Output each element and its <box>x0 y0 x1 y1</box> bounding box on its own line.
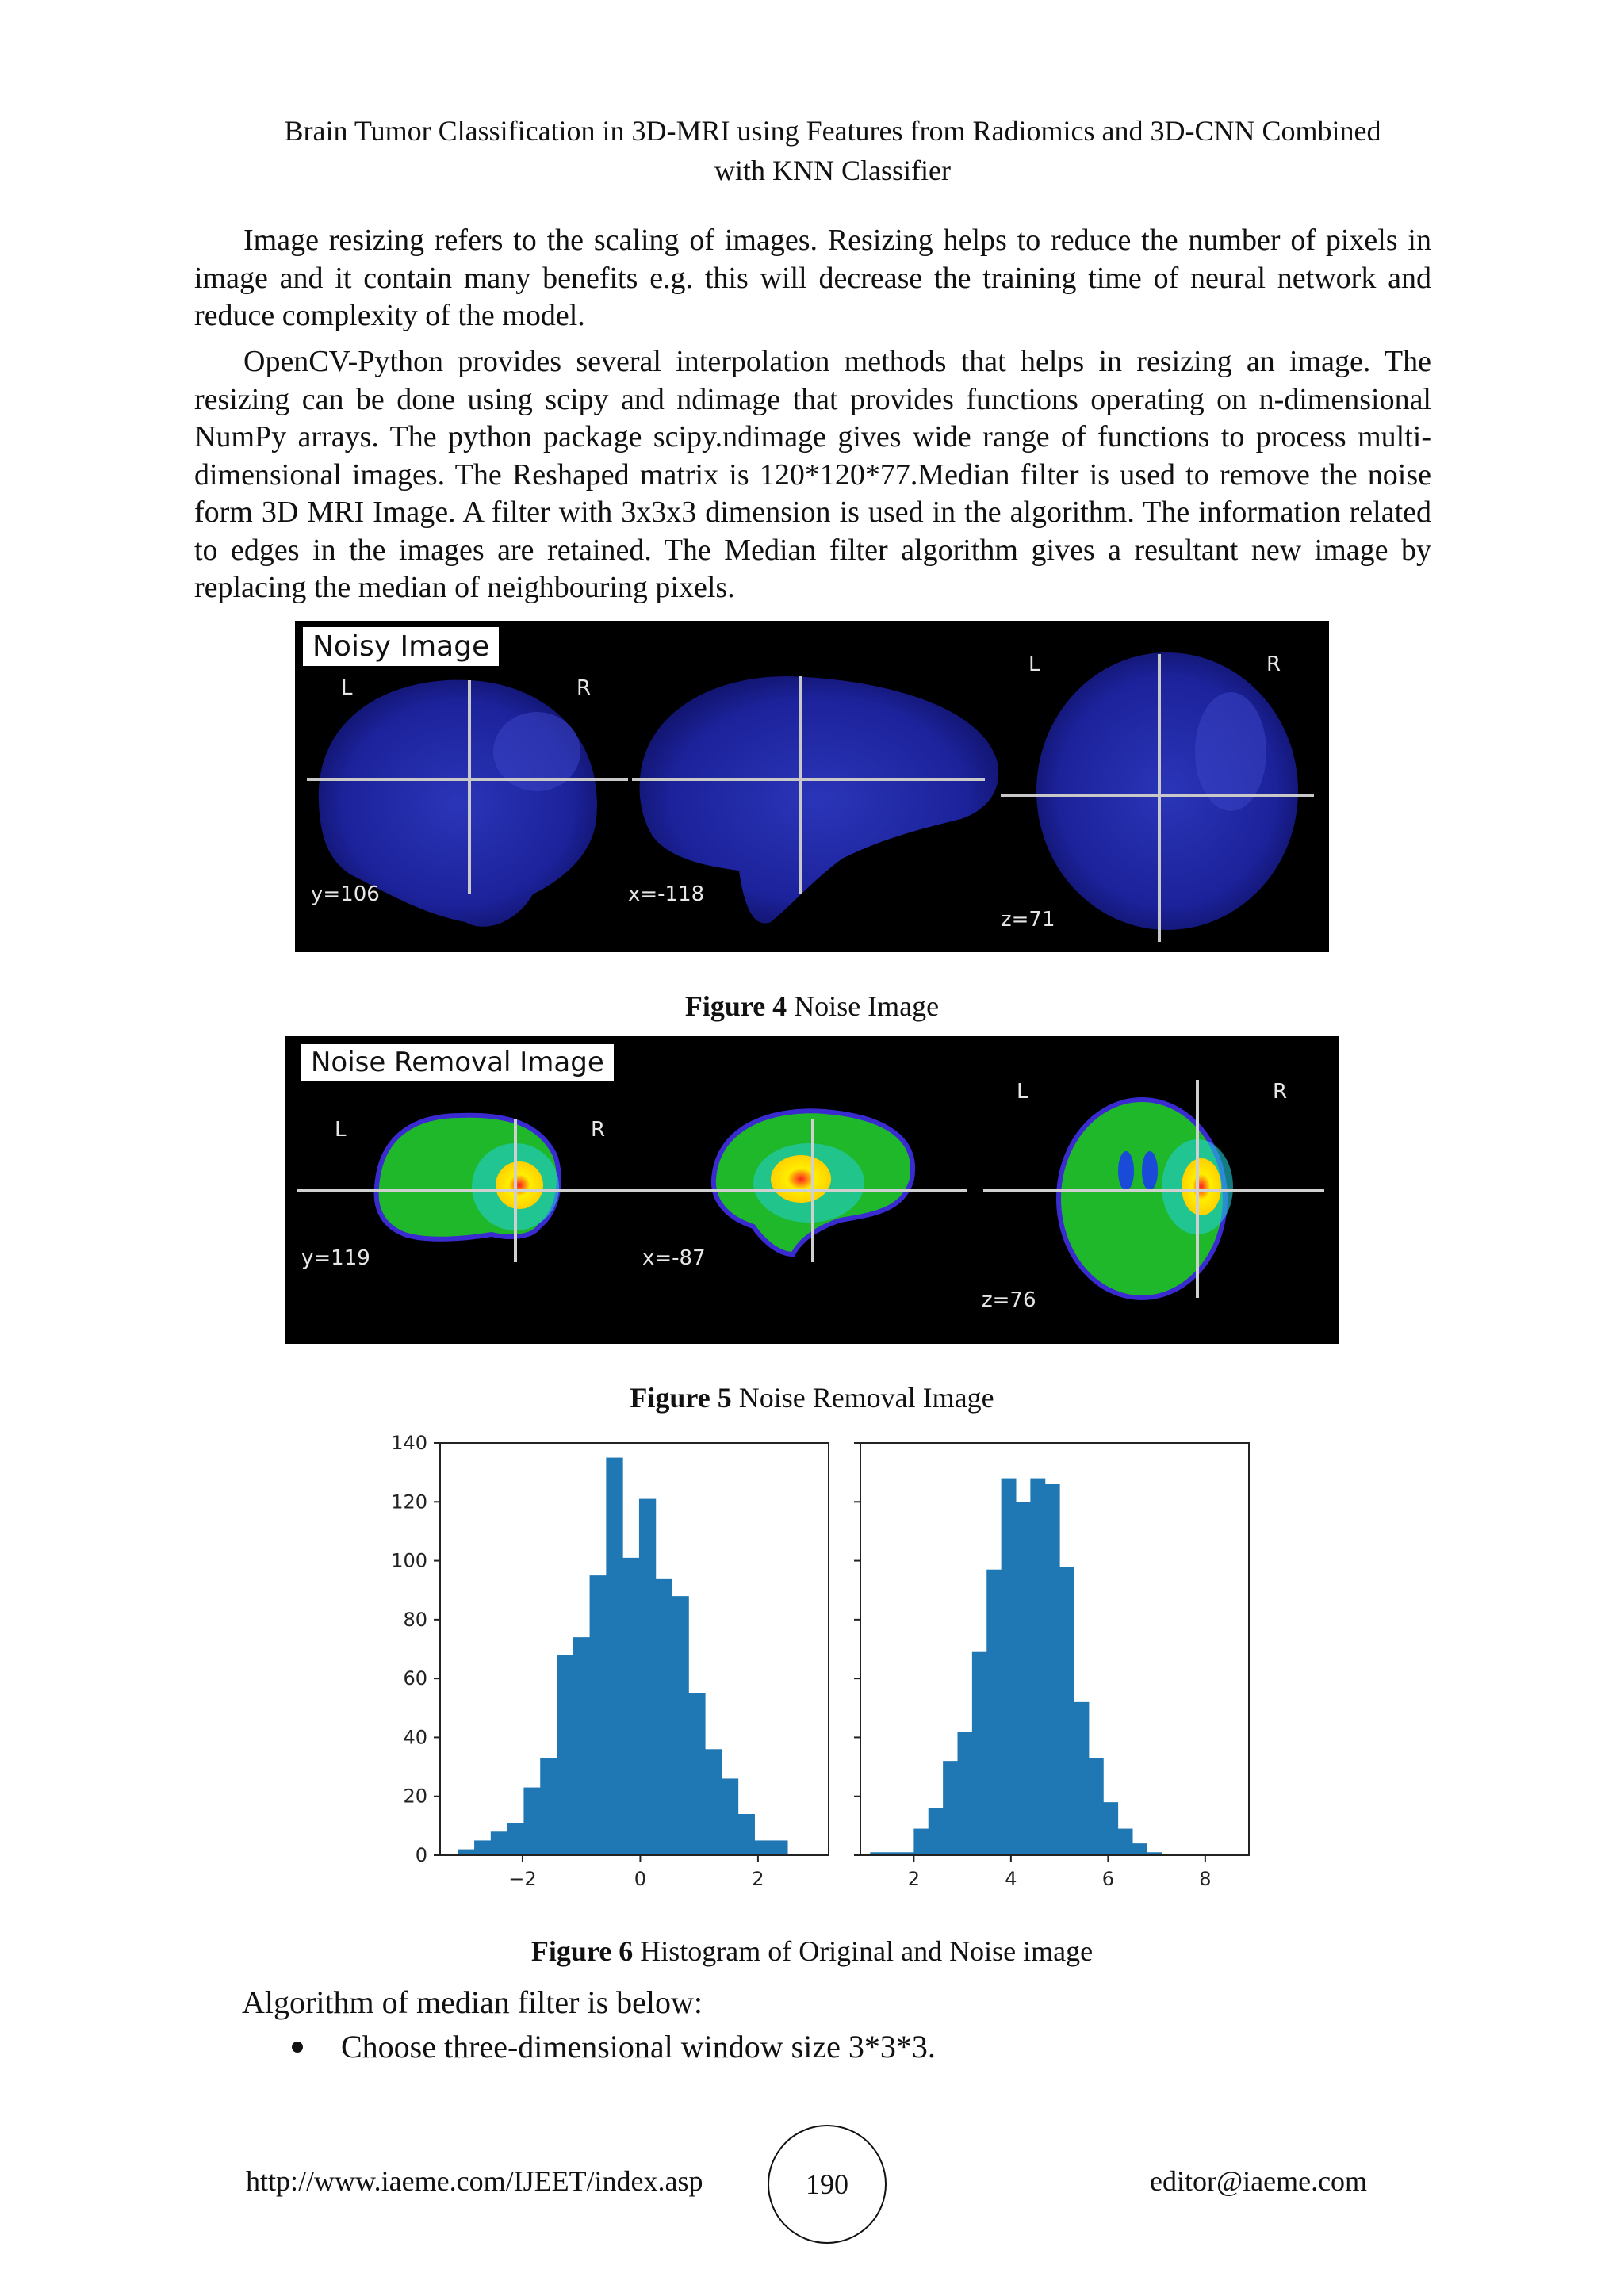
histogram-2-bar <box>1016 1502 1031 1855</box>
paragraph-1-text: Image resizing refers to the scaling of images. Resizing helps to reduce the number of pixels in image and it contain many benefits e.g. this will decrease the training time of neural network and reduce complexity of the model. <box>194 224 1431 332</box>
coord-y-label: y=106 <box>311 882 380 906</box>
footer-url[interactable]: http://www.iaeme.com/IJEET/index.asp <box>246 2165 703 2197</box>
page-number-text: 190 <box>806 2168 848 2200</box>
histogram-2-bar <box>1132 1843 1147 1855</box>
figure-6-histograms <box>365 1427 1269 1903</box>
histogram-1-bar <box>573 1637 590 1855</box>
paragraph-2 <box>194 343 1431 607</box>
footer-email[interactable]: editor@iaeme.com <box>1150 2165 1368 2197</box>
histogram-1-ytick-label: 120 <box>391 1490 427 1513</box>
histogram-1-ytick-label: 40 <box>403 1726 427 1749</box>
histogram-1-ytick-label: 60 <box>403 1667 427 1690</box>
histogram-1-xtick-label: 0 <box>634 1868 647 1890</box>
figure-6-caption-text: Histogram of Original and Noise image <box>633 1935 1094 1967</box>
histogram-1-ytick-label: 140 <box>391 1432 427 1454</box>
histogram-1-bar <box>590 1575 607 1855</box>
histogram-1-bar <box>672 1596 689 1855</box>
histogram-2-bar <box>943 1761 958 1855</box>
histogram-2-bar <box>972 1652 987 1855</box>
running-header <box>238 111 1427 190</box>
histogram-2-bar <box>1103 1802 1118 1855</box>
histogram-2-bar <box>1074 1702 1090 1855</box>
left-marker-fig5-1: L <box>335 1118 347 1142</box>
histogram-1-xtick-label: 2 <box>752 1868 764 1890</box>
coord-z-label-fig5: z=76 <box>982 1288 1036 1312</box>
histogram-2-bar <box>1089 1758 1104 1855</box>
histogram-1-bar <box>754 1840 771 1855</box>
histogram-1-bar <box>557 1655 573 1855</box>
histogram-1-bar <box>738 1814 755 1855</box>
header-title-line2: with KNN Classifier <box>714 155 951 186</box>
histogram-1-bar <box>771 1840 787 1855</box>
noisy-mri-panels <box>295 621 1329 952</box>
histogram-2-bar <box>1030 1479 1045 1855</box>
histogram-2-bar <box>929 1808 944 1855</box>
histogram-1-bar <box>622 1558 639 1855</box>
coord-y-label-fig5: y=119 <box>301 1246 370 1270</box>
histogram-1-bar <box>508 1823 524 1855</box>
histogram-1-bar <box>688 1693 705 1855</box>
figure-5-caption-label: Figure 5 <box>630 1382 732 1414</box>
noise-removal-title: Noise Removal Image <box>301 1044 614 1081</box>
histogram-2-bar <box>1059 1567 1074 1855</box>
page-number <box>768 2125 887 2244</box>
histogram-2-bar <box>958 1732 973 1855</box>
histogram-2-bar <box>914 1829 929 1855</box>
right-marker-1: R <box>576 676 592 700</box>
histogram-1-bar <box>540 1758 557 1855</box>
histogram-1-bar <box>722 1778 738 1855</box>
histogram-1-bar <box>474 1840 491 1855</box>
paragraph-1 <box>194 222 1431 335</box>
figure-4-caption-label: Figure 4 <box>684 990 787 1022</box>
histogram-2-xtick-label: 4 <box>1005 1868 1017 1890</box>
histogram-1-bar <box>705 1749 722 1855</box>
histogram-2-bar <box>1118 1829 1133 1855</box>
paragraph-2-text: OpenCV-Python provides several interpolation methods that helps in resizing an image. The resizing can be done using scipy and ndimage that provides functions operating on n-dimensional NumPy arrays. The python package scipy.ndimage gives wide range of functions to process multi-dimensional images. The Reshaped matrix is 120*120*77.Median filter is used to remove the noise form 3D MRI Image. A filter with 3x3x3 dimension is used in the algorithm. The information related to edges in the images are retained. The Median filter algorithm gives a resultant new image by replacing the median of neighbouring pixels. <box>194 345 1431 604</box>
header-title-line1: Brain Tumor Classification in 3D-MRI using Features from Radiomics and 3D-CNN Combined <box>284 115 1381 147</box>
figure-4-caption <box>0 989 1624 1023</box>
coord-z-label: z=71 <box>1001 908 1055 932</box>
histogram-2-xtick-label: 6 <box>1101 1868 1115 1890</box>
left-marker-1: L <box>341 676 353 700</box>
algorithm-bullet-1: Choose three-dimensional window size 3*3*3. <box>341 2029 936 2064</box>
figure-5-caption-text: Noise Removal Image <box>731 1382 994 1414</box>
algorithm-intro: Algorithm of median filter is below: <box>242 1984 703 2020</box>
histogram-1-bar <box>606 1458 622 1855</box>
figure-5-image <box>285 1036 1339 1344</box>
right-marker-fig5-1: R <box>591 1118 606 1142</box>
histogram-1-bar <box>491 1831 508 1855</box>
bullet-marker <box>292 2042 303 2053</box>
histogram-2-xtick-label: 8 <box>1199 1868 1212 1890</box>
left-marker-3: L <box>1028 652 1040 676</box>
figure-4-caption-text: Noise Image <box>787 990 940 1022</box>
histogram-1-bar <box>523 1788 540 1855</box>
histogram-1-bar <box>458 1850 474 1855</box>
noisy-brain-slice-3 <box>1036 652 1298 930</box>
histogram-2-bar <box>986 1570 1002 1855</box>
histogram-2-bar <box>1045 1484 1060 1855</box>
histogram-1-ytick-label: 80 <box>403 1608 427 1631</box>
figure-5-caption <box>0 1381 1624 1414</box>
noisy-image-title: Noisy Image <box>303 627 499 666</box>
coord-x-label: x=-118 <box>628 882 705 906</box>
histogram-1-bar <box>639 1499 656 1855</box>
right-marker-3: R <box>1266 652 1281 676</box>
histogram-1-ytick-label: 0 <box>415 1844 427 1866</box>
figure-6-caption <box>0 1934 1624 1968</box>
histogram-1-ytick-label: 20 <box>403 1785 427 1808</box>
histogram-1-ytick-label: 100 <box>391 1549 427 1572</box>
coord-x-label-fig5: x=-87 <box>642 1246 706 1270</box>
histogram-2-xtick-label: 2 <box>907 1868 921 1890</box>
histogram-1-xtick-label: −2 <box>508 1868 537 1890</box>
figure-4-image <box>295 621 1329 952</box>
histogram-2-bar <box>1002 1479 1017 1855</box>
figure-6-caption-label: Figure 6 <box>530 1935 634 1967</box>
histogram-1-bar <box>656 1578 672 1855</box>
right-marker-fig5-3: R <box>1273 1080 1288 1104</box>
denoised-mri-panels <box>285 1036 1339 1344</box>
left-marker-fig5-3: L <box>1017 1080 1028 1104</box>
